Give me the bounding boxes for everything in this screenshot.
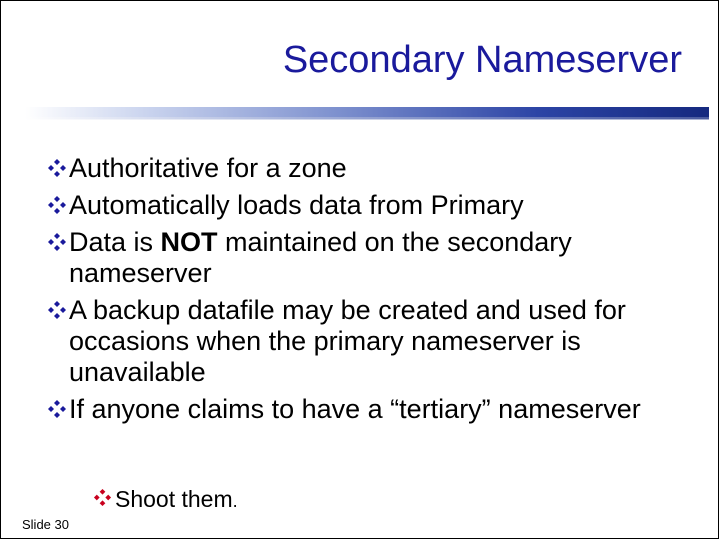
bullet-list: [47, 153, 707, 431]
bullet-item: [47, 227, 707, 289]
bullet-item: [47, 295, 707, 388]
title-underline-shadow: [25, 117, 709, 120]
bullet-text: Authoritative for a zone: [69, 153, 347, 183]
bullet-item: [47, 190, 707, 221]
slide-number: Slide 30: [22, 517, 69, 532]
four-diamond-bullet-icon: [47, 232, 67, 252]
bullet-text-bold: NOT: [160, 227, 218, 257]
sub-bullet-item: [93, 485, 238, 515]
four-diamond-bullet-icon: [47, 300, 67, 320]
bullet-text: If anyone claims to have a “tertiary” nameserver: [69, 394, 641, 424]
four-diamond-bullet-icon: [47, 195, 67, 215]
sub-bullet-text: Shoot them: [115, 486, 233, 512]
bullet-text-post: maintained on the secondary nameserver: [69, 227, 572, 288]
bullet-text-pre: Data is: [69, 227, 161, 257]
slide-title: Secondary Nameserver: [282, 39, 682, 81]
bullet-item: [47, 153, 707, 184]
bullet-item: [47, 394, 707, 425]
bullet-text: Automatically loads data from Primary: [69, 190, 524, 220]
four-diamond-bullet-icon: [47, 399, 67, 419]
four-diamond-bullet-icon: [47, 158, 67, 178]
bullet-text: A backup datafile may be created and used for occasions when the primary nameserver is unavailable: [69, 295, 626, 387]
four-diamond-sub-bullet-icon: [93, 488, 112, 507]
sub-bullet-period: .: [232, 491, 238, 511]
